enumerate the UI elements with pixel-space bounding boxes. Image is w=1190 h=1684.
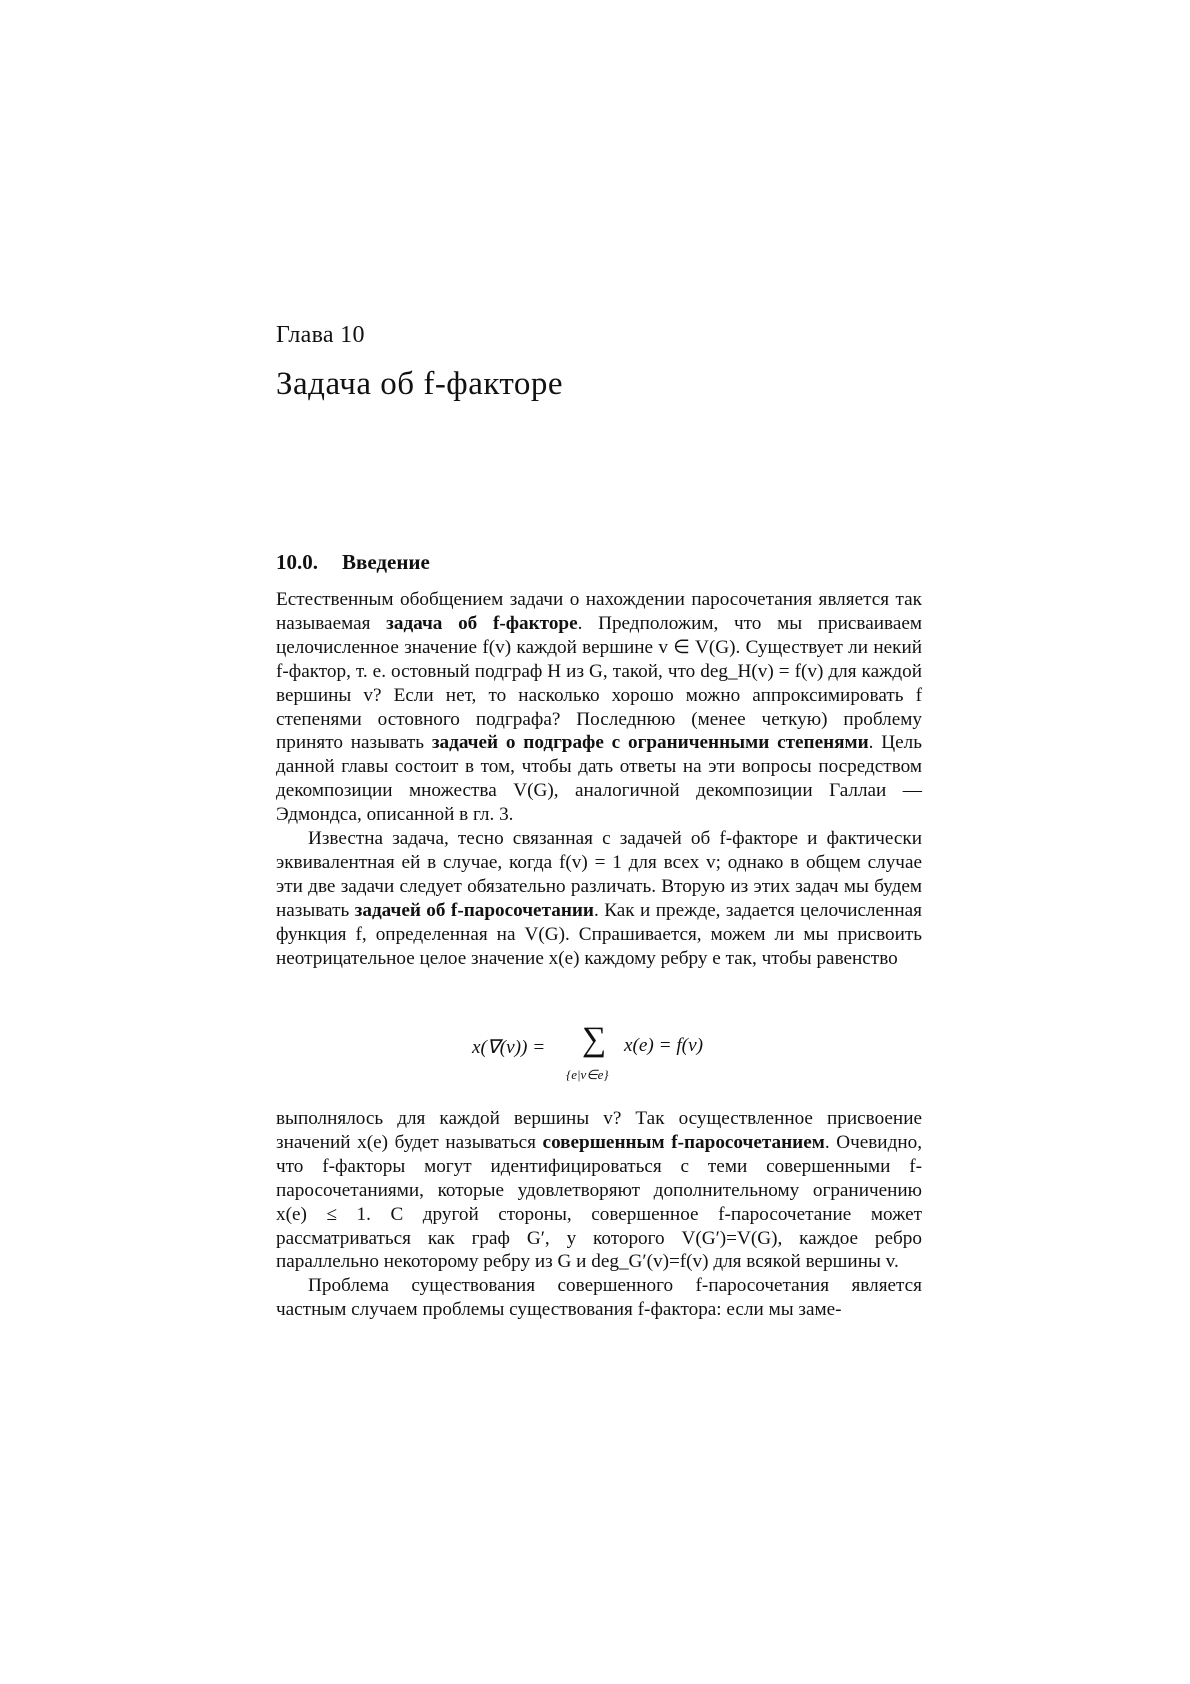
text-run: Естественным обобщением задачи о нахождении паросочетания является так называемая [276,589,922,634]
text-run: . Цель данной главы состоит в том, чтобы дать ответы на эти вопросы посредством декомпозиции множества V(G), аналогичной декомпозиции Галлаи —Эдмондса, описанной в гл. 3. [276,732,922,826]
paragraph [276,588,922,827]
emphasized-term: задачей об f-паросочетании [354,899,594,921]
text-run: . Очевидно, что f-факторы могут идентифицироваться с теми совершенными f-паросочетаниями, которые удовлетворяют дополнительному ограничению x(e) ≤ 1. С другой стороны, совершенное f-паросочетание может рассматриваться как граф G′, у которого V(G′)=V(G), каждое ребро параллельно некоторому ребру из G и deg_G′(v)=f(v) для всякой вершины v. [276,1131,922,1273]
text-run: Известна задача, тесно связанная с задачей об f-факторе и фактически эквивалентная ей в случае, когда f(v) = 1 для всех v; однако в общем случае эти две задачи следует обязательно различать. Вторую из этих задач мы будем называть [276,828,922,921]
text-run: . Как и прежде, задается целочисленная функция f, определенная на V(G). Спрашивается, можем ли мы присвоить неотрицательное целое значение x(e) каждому ребру e так, чтобы равенство [276,899,923,969]
section-number: 10.0. [276,550,318,574]
emphasized-term: задачей о подграфе с ограниченными степенями [431,732,869,754]
body-text-after-formula [276,1107,922,1322]
formula-sum-index: {e|v∈e} [566,1067,609,1082]
body-text-before-formula [276,588,922,971]
paragraph [276,1274,922,1322]
text-run: . Предположим, что мы присваиваем целочисленное значение f(v) каждой вершине v ∈ V(G). Существует ли некий f-фактор, т. е. остовный подграф H из G, такой, что deg_H(v) = f(v) для каждой вершины v? Если нет, то насколько хорошо можно аппроксимировать f степенями остовного подграфа? Последнюю (менее четкую) проблему принято называть [276,612,922,754]
paragraph [276,1107,922,1274]
chapter-title: Задача об f-факторе [276,366,564,402]
formula-sum-symbol: ∑ [582,1021,607,1058]
chapter-label: Глава 10 [276,322,365,348]
section-heading [276,550,430,575]
section-title: Введение [342,550,430,574]
display-formula [472,1021,752,1089]
text-run: Проблема существования совершенного f-паросочетания является частным случаем проблемы существования f-фактора: если мы заме- [276,1275,922,1321]
paragraph [276,827,922,970]
emphasized-term: совершенным f-паросочетанием [542,1131,825,1153]
formula-lhs: x(∇(v)) = [472,1037,546,1058]
emphasized-term: задача об f-факторе [386,612,578,634]
formula-rhs: x(e) = f(v) [624,1035,703,1056]
text-run: выполнялось для каждой вершины v? Так осуществленное присвоение значений x(e) будет называться [276,1108,922,1153]
